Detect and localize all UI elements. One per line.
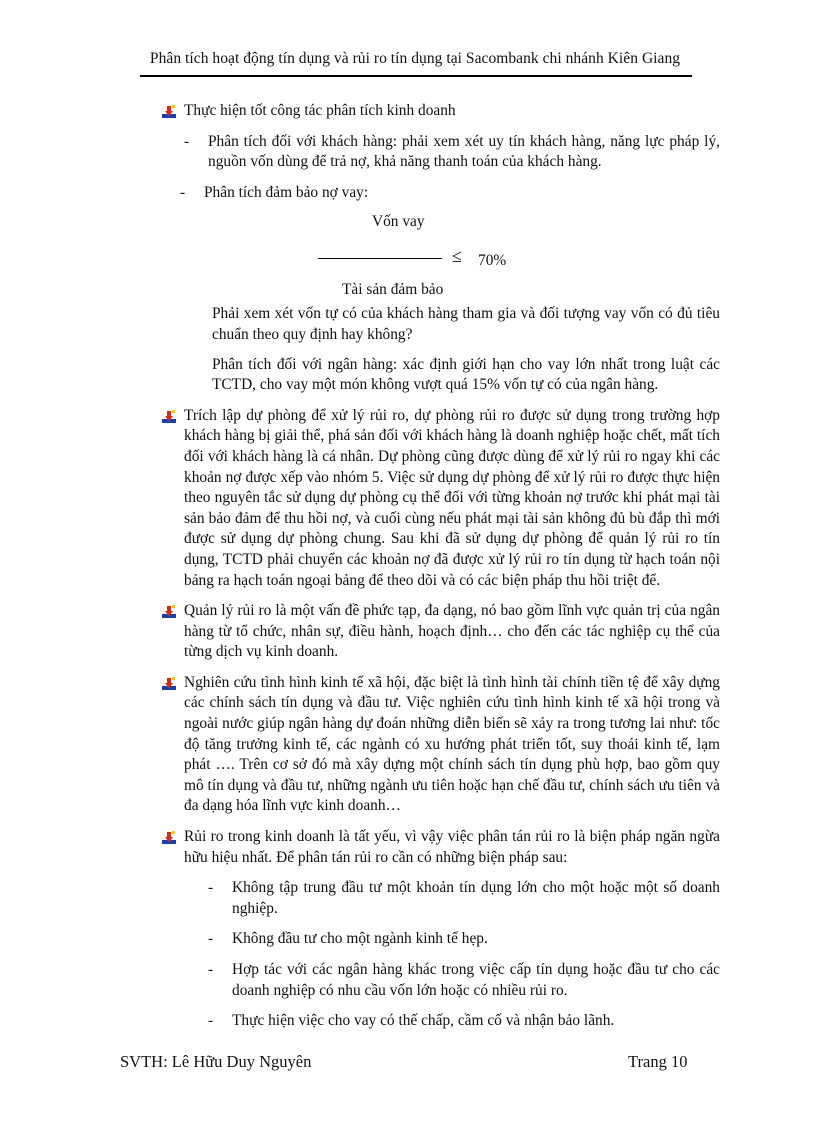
- bullet-economic-research: [160, 673, 720, 817]
- bullet-text: Trích lập dự phòng để xử lý rủi ro, dự phòng rủi ro được sử dụng trong trường hợp khách hàng bị giải thể, phá sản đối với khách hàng là doanh nghiệp hoặc chết, mất tích đối với khách hàng là cá nhân. Dự phòng cũng được dùng để xử lý rủi ro ngay khi các khoản nợ được xếp vào nhóm 5. Việc sử dụng dự phòng để xử lý rủi ro được thực hiện theo nguyên tắc sử dụng dự phòng cụ thể đối với từng khoản nợ trước khi phát mại tài sản bảo đảm để thu hồi nợ, và cuối cùng nếu phát mại tài sản không đủ bù đắp thì mới được sử dụng dự phòng chung. Sau khi đã sử dụng dự phòng để quản lý rủi ro tín dụng, TCTD phải chuyển các khoản nợ đã được xử lý rủi ro tín dụng từ hạch toán nội bảng ra hạch toán ngoại bảng để theo dõi và có các biện pháp thu hồi triệt để.: [184, 406, 720, 589]
- dash-text: Thực hiện việc cho vay có thế chấp, cầm cố và nhận bảo lãnh.: [232, 1012, 615, 1030]
- dash-marker: -: [208, 879, 214, 897]
- dash-text: Phân tích đối với khách hàng: phải xem xét uy tín khách hàng, năng lực pháp lý, nguồn vốn dùng để trả nợ, khả năng thanh toán của khách hàng.: [208, 132, 720, 171]
- dash-item-customer-analysis: [160, 132, 720, 173]
- dash-marker: -: [180, 183, 186, 201]
- bullet-business-analysis: [160, 101, 720, 122]
- dash-text: Hợp tác với các ngân hàng khác trong việc cấp tín dụng hoặc đầu tư cho các doanh nghiệp có nhu cầu vốn lớn hoặc có nhiều rủi ro.: [232, 961, 720, 999]
- fraction-bar: [318, 258, 442, 259]
- paragraph-bank-analysis: Phân tích đối với ngân hàng: xác định giới hạn cho vay lớn nhất trong luật các TCTD, cho vay một món không vượt quá 15% vốn tự có của ngân hàng.: [212, 355, 720, 394]
- bullet-risk-management: [160, 601, 720, 663]
- arrow-bullet-icon: [162, 408, 178, 424]
- dash-text: Không tập trung đầu tư một khoản tín dụng lớn cho một hoặc một số doanh nghiệp.: [232, 879, 720, 917]
- dash-item-3: [160, 960, 720, 1001]
- dash-marker: -: [208, 930, 214, 948]
- loan-ratio-formula: [160, 212, 720, 299]
- dash-item-1: [160, 878, 720, 919]
- bullet-text: Nghiên cứu tình hình kinh tế xã hội, đặc biệt là tình hình tài chính tiền tệ để xây dựng các chính sách tín dụng và đầu tư. Việc nghiên cứu tình hình kinh tế xã hội trong và ngoài nước giúp ngân hàng dự đoán những diễn biến sẽ xảy ra trong tương lai như: tốc độ tăng trưởng kinh tế, các ngành có xu hướng phát triển tốt, suy thoái kinh tế, lạm phát …. Trên cơ sở đó mà xây dựng một chính sách tín dụng phù hợp, bao gồm quy mô tín dụng và đầu tư, những ngành ưu tiên hoặc hạn chế đầu tư, chính sách ưu tiên và đa dạng hóa lĩnh vực kinh doanh…: [184, 673, 720, 815]
- bullet-risk-provision: [160, 406, 720, 591]
- arrow-bullet-icon: [162, 103, 178, 119]
- bullet-text: Rủi ro trong kinh doanh là tất yếu, vì vậy việc phân tán rủi ro là biện pháp ngăn ngừa hữu hiệu nhất. Để phân tán rủi ro cần có những biện pháp sau:: [184, 828, 720, 866]
- arrow-bullet-icon: [162, 675, 178, 691]
- arrow-bullet-icon: [162, 603, 178, 619]
- page-header-title: Phân tích hoạt động tín dụng và rủi ro tín dụng tại Sacombank chi nhánh Kiên Giang: [149, 50, 681, 67]
- footer-author: SVTH: Lê Hữu Duy Nguyên: [120, 1052, 312, 1071]
- bullet-text: Quản lý rủi ro là một vấn đề phức tạp, đa dạng, nó bao gồm lĩnh vực quản trị của ngân hàng từ tổ chức, nhân sự, điều hành, hoạch định… cho đến các tác nghiệp cụ thể của từng dịch vụ kinh doanh.: [184, 602, 720, 661]
- formula-value: 70%: [478, 252, 507, 270]
- footer-page-number: Trang 10: [628, 1052, 688, 1071]
- dash-text: Phân tích đảm bảo nợ vay:: [204, 183, 369, 201]
- dash-text: Không đầu tư cho một ngành kinh tế hẹp.: [232, 930, 488, 948]
- dash-item-loan-guarantee: [160, 183, 720, 204]
- document-body: [160, 101, 720, 1032]
- bullet-text: Thực hiện tốt công tác phân tích kinh doanh: [184, 102, 456, 119]
- dash-marker: -: [208, 1012, 214, 1030]
- formula-operator: ≤: [452, 246, 462, 267]
- formula-numerator: Vốn vay: [372, 213, 425, 231]
- dash-item-2: [160, 929, 720, 950]
- dash-marker: -: [184, 132, 190, 150]
- bullet-risk-diversification: [160, 827, 720, 868]
- paragraph-own-capital: Phải xem xét vốn tự có của khách hàng tham gia và đối tượng vay vốn có đủ tiêu chuẩn theo quy định hay không?: [212, 305, 720, 343]
- header-rule: [140, 75, 692, 77]
- dash-marker: -: [208, 961, 214, 978]
- formula-denominator: Tài sản đảm bảo: [342, 281, 444, 299]
- dash-item-4: [160, 1011, 720, 1032]
- arrow-bullet-icon: [162, 829, 178, 845]
